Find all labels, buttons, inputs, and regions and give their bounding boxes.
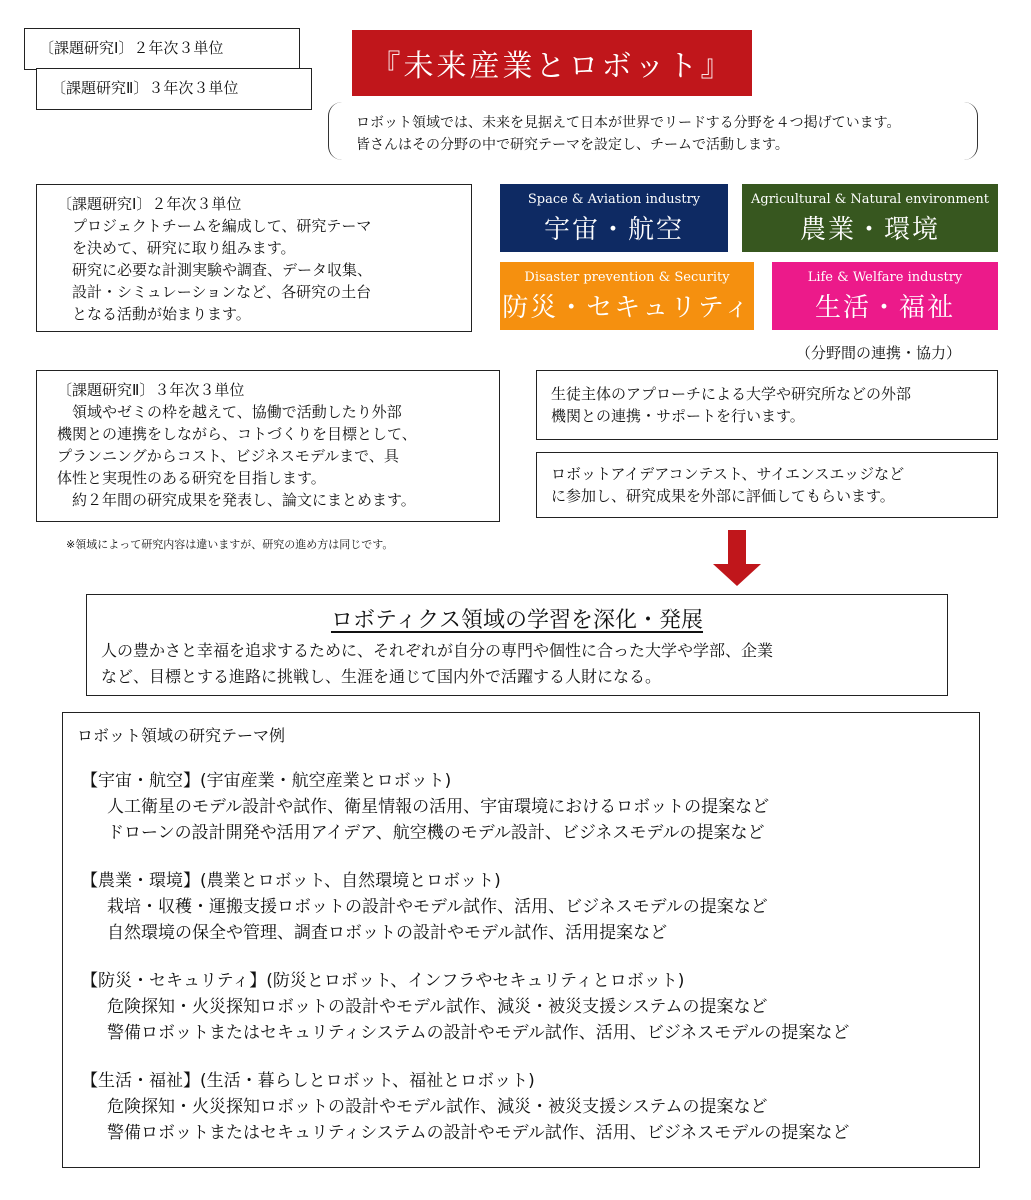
deepen-title: ロボティクス領域の学習を深化・発展 (330, 608, 704, 633)
support-line: 生徒主体のアプローチによる大学や研究所などの外部 (551, 385, 912, 403)
kadai-2-line: 機関との連携をしながら、コトづくりを目標として、 (57, 425, 417, 443)
support-line: 機関との連携・サポートを行います。 (551, 407, 805, 425)
field-en: Agricultural & Natural environment (750, 192, 990, 207)
kadai-2-line: 約２年間の研究成果を発表し、論文にまとめます。 (57, 491, 416, 509)
support-box-2 (536, 452, 998, 518)
example-line: 危険探知・火災探知ロボットの設計やモデル試作、減災・被災支援システムの提案など (107, 1097, 768, 1117)
tag-kadai-2: 〔課題研究Ⅱ〕３年次３単位 (36, 68, 312, 110)
field-tile-life (772, 262, 998, 330)
kadai-1-line: 研究に必要な計測実験や調査、データ収集、 (57, 261, 373, 279)
examples-box (62, 712, 980, 1168)
example-line: 自然環境の保全や管理、調査ロボットの設計やモデル試作、活用提案など (107, 923, 668, 943)
field-jp: 農業・環境 (799, 215, 940, 245)
research-note: ※領域によって研究内容は違いますが、研究の進め方は同じです。 (66, 538, 394, 551)
kadai-2-box (36, 370, 500, 522)
field-en: Disaster prevention & Security (524, 270, 730, 285)
example-line: 危険探知・火災探知ロボットの設計やモデル試作、減災・被災支援システムの提案など (107, 997, 768, 1017)
example-line: 警備ロボットまたはセキュリティシステムの設計やモデル試作、活用、ビジネスモデルの提案など (107, 1023, 850, 1043)
support-box-1 (536, 370, 998, 440)
deepen-box (86, 594, 948, 696)
example-line: ドローンの設計開発や活用アイデア、航空機のモデル設計、ビジネスモデルの提案など (107, 823, 765, 843)
kadai-1-box (36, 184, 472, 332)
down-arrow-head-icon (713, 564, 761, 586)
field-en: Life & Welfare industry (807, 270, 963, 285)
example-group-life (77, 1068, 979, 1146)
example-line: 栽培・収穫・運搬支援ロボットの設計やモデル試作、活用、ビジネスモデルの提案など (107, 897, 768, 917)
example-heading: 【防災・セキュリティ】(防災とロボット、インフラやセキュリティとロボット) (81, 971, 685, 991)
intro-line: ロボット領域では、未来を見据えて日本が世界でリードする分野を４つ掲げています。 (356, 115, 901, 131)
support-line: ロボットアイデアコンテスト、サイエンスエッジなど (551, 465, 905, 483)
field-jp: 生活・福祉 (814, 293, 955, 323)
cooperation-note: （分野間の連携・協力） (796, 344, 962, 362)
kadai-1-heading: 〔課題研究Ⅰ〕２年次３単位 (57, 195, 242, 213)
deepen-line: など、目標とする進路に挑戦し、生涯を通じて国内外で活躍する人財になる。 (101, 667, 662, 686)
kadai-1-line: 設計・シミュレーションなど、各研究の土台 (57, 283, 372, 301)
down-arrow-icon (728, 530, 746, 566)
page-title: 『未来産業とロボット』 (352, 30, 752, 96)
field-jp: 防災・セキュリティ (502, 293, 752, 323)
kadai-1-line: を決めて、研究に取り組みます。 (57, 239, 296, 257)
example-line: 警備ロボットまたはセキュリティシステムの設計やモデル試作、活用、ビジネスモデルの提案など (107, 1123, 850, 1143)
field-en: Space & Aviation industry (527, 192, 701, 207)
kadai-1-line: となる活動が始まります。 (57, 305, 251, 323)
field-tile-agri (742, 184, 998, 252)
example-group-disaster (77, 968, 979, 1046)
example-group-agri (77, 868, 979, 946)
field-tile-space (500, 184, 728, 252)
example-heading: 【生活・福祉】(生活・暮らしとロボット、福祉とロボット) (81, 1071, 535, 1091)
kadai-2-line: プランニングからコスト、ビジネスモデルまで、具 (57, 447, 399, 465)
field-tile-disaster (500, 262, 754, 330)
kadai-1-line: プロジェクトチームを編成して、研究テーマ (57, 217, 372, 235)
kadai-2-line: 体性と実現性のある研究を目指します。 (57, 469, 326, 487)
example-line: 人工衛星のモデル設計や試作、衛星情報の活用、宇宙環境におけるロボットの提案など (107, 797, 770, 817)
intro-line: 皆さんはその分野の中で研究テーマを設定し、チームで活動します。 (356, 137, 789, 153)
deepen-line: 人の豊かさと幸福を追求するために、それぞれが自分の専門や個性に合った大学や学部、企業 (101, 641, 774, 660)
example-group-space (77, 768, 979, 846)
tag-kadai-1: 〔課題研究Ⅰ〕２年次３単位 (24, 28, 300, 70)
kadai-2-line: 領域やゼミの枠を越えて、協働で活動したり外部 (57, 403, 402, 421)
example-heading: 【農業・環境】(農業とロボット、自然環境とロボット) (81, 871, 501, 891)
kadai-2-heading: 〔課題研究Ⅱ〕３年次３単位 (57, 381, 245, 399)
field-jp: 宇宙・航空 (543, 215, 684, 245)
examples-title: ロボット領域の研究テーマ例 (77, 726, 286, 745)
support-line: に参加し、研究成果を外部に評価してもらいます。 (551, 487, 895, 505)
example-heading: 【宇宙・航空】(宇宙産業・航空産業とロボット) (81, 771, 452, 791)
intro-text (328, 104, 978, 156)
